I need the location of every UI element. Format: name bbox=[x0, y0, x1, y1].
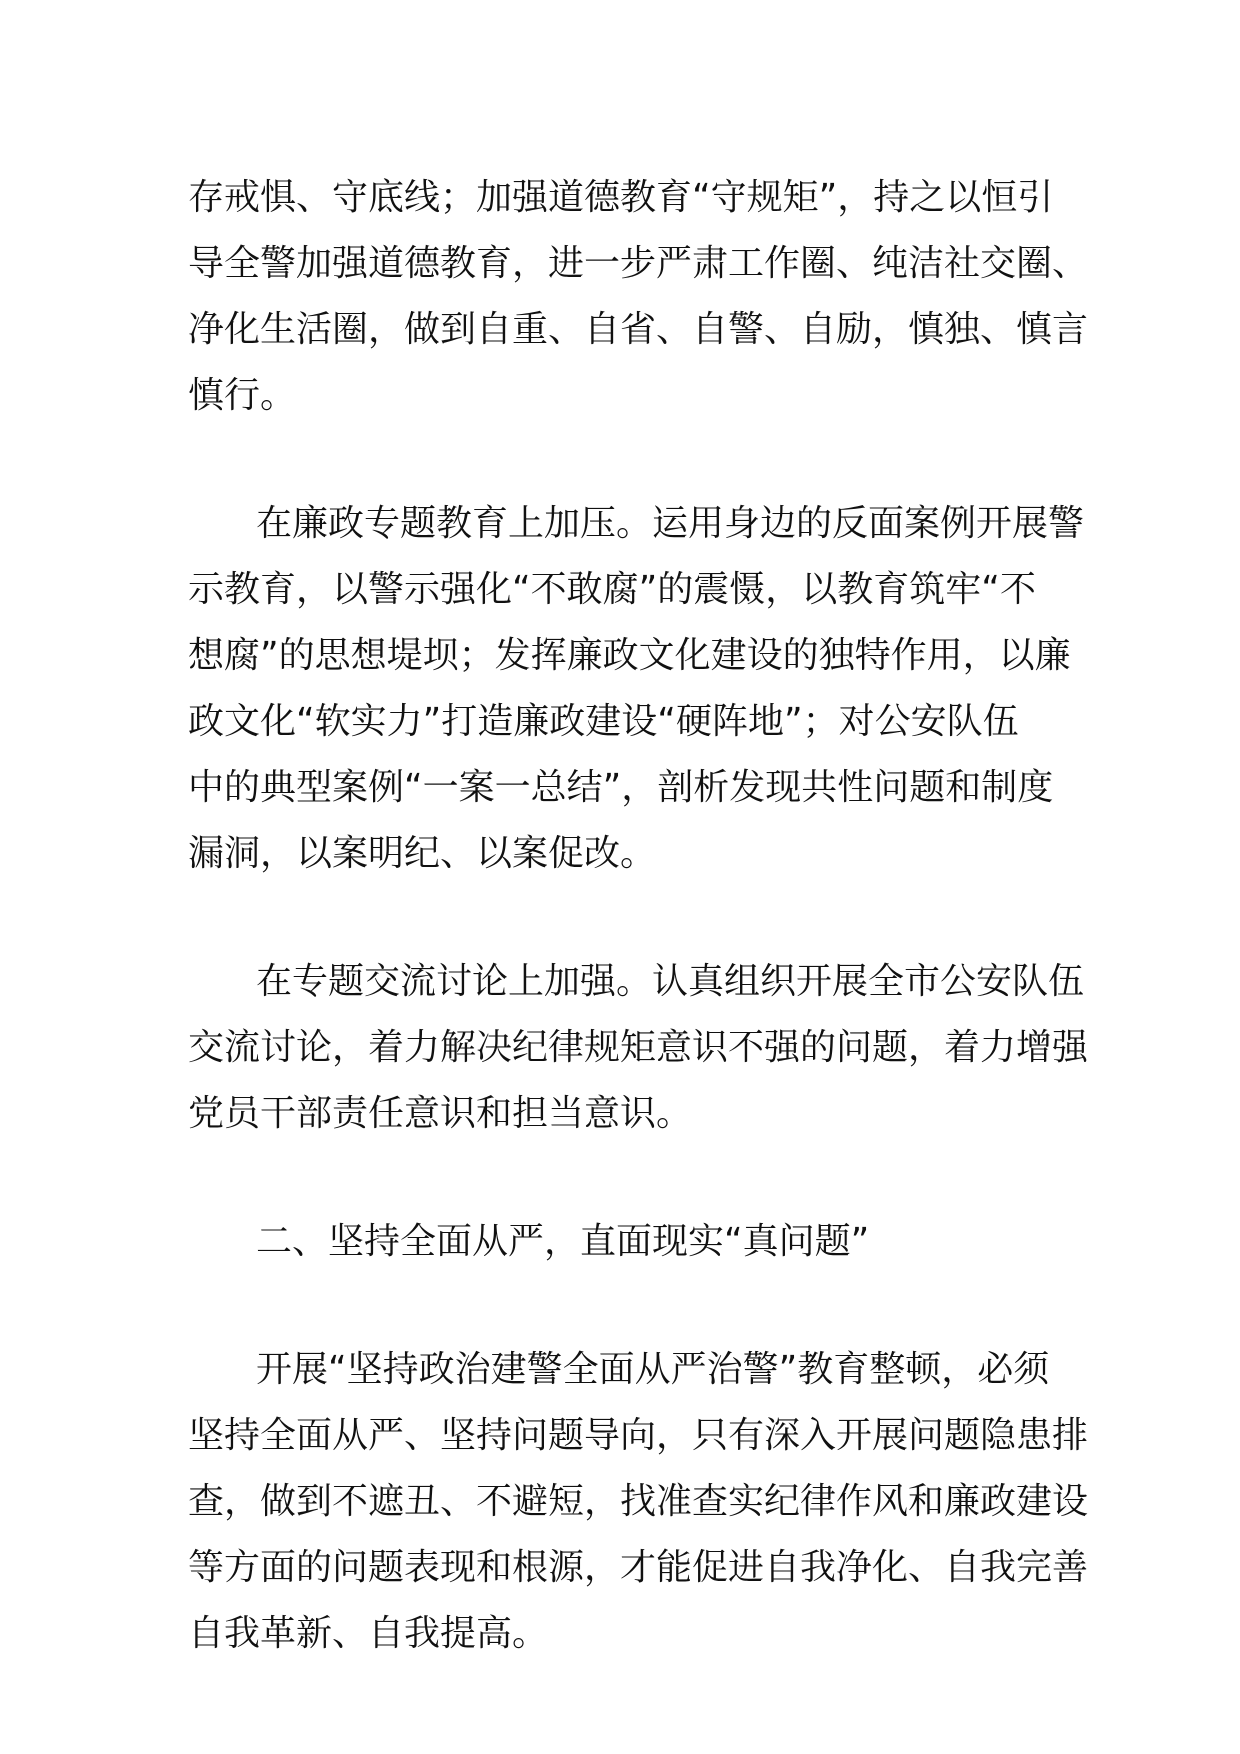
text-line: 党员干部责任意识和担当意识。 bbox=[188, 1093, 693, 1134]
text-line: 在专题交流讨论上加强。认真组织开展全市公安队伍 bbox=[256, 961, 1085, 1002]
heading-line: 二、坚持全面从严，直面现实“真问题” bbox=[256, 1221, 870, 1262]
text-line: 想腐”的思想堤坝；发挥廉政文化建设的独特作用，以廉 bbox=[188, 635, 1071, 676]
text-line: 等方面的问题表现和根源，才能促进自我净化、自我完善 bbox=[188, 1547, 1089, 1588]
text-line: 交流讨论，着力解决纪律规矩意识不强的问题，着力增强 bbox=[188, 1027, 1089, 1068]
paragraph-3 bbox=[188, 949, 1089, 1147]
text-line: 查，做到不遮丑、不避短，找准查实纪律作风和廉政建设 bbox=[188, 1481, 1089, 1522]
text-line: 自我革新、自我提高。 bbox=[188, 1613, 549, 1654]
text-line: 示教育，以警示强化“不敢腐”的震慑，以教育筑牢“不 bbox=[188, 569, 1036, 610]
text-line: 坚持全面从严、坚持问题导向，只有深入开展问题隐患排 bbox=[188, 1415, 1089, 1456]
text-line: 净化生活圈，做到自重、自省、自警、自励，慎独、慎言 bbox=[188, 309, 1089, 350]
paragraph-5 bbox=[188, 1337, 1089, 1667]
text-line: 慎行。 bbox=[188, 375, 297, 416]
text-line: 中的典型案例“一案一总结”，剖析发现共性问题和制度 bbox=[188, 767, 1054, 808]
text-line: 开展“坚持政治建警全面从严治警”教育整顿，必须 bbox=[256, 1349, 1050, 1390]
text-line: 导全警加强道德教育，进一步严肃工作圈、纯洁社交圈、 bbox=[188, 243, 1089, 284]
text-line: 漏洞，以案明纪、以案促改。 bbox=[188, 833, 657, 874]
section-heading bbox=[188, 1209, 1062, 1275]
text-line: 在廉政专题教育上加压。运用身边的反面案例开展警 bbox=[256, 503, 1085, 544]
text-line: 存戒惧、守底线；加强道德教育“守规矩”，持之以恒引 bbox=[188, 177, 1054, 218]
paragraph-2 bbox=[188, 491, 1085, 887]
text-line: 政文化“软实力”打造廉政建设“硬阵地”；对公安队伍 bbox=[188, 701, 1019, 742]
paragraph-1 bbox=[188, 165, 1089, 429]
document-body bbox=[188, 165, 1089, 1729]
